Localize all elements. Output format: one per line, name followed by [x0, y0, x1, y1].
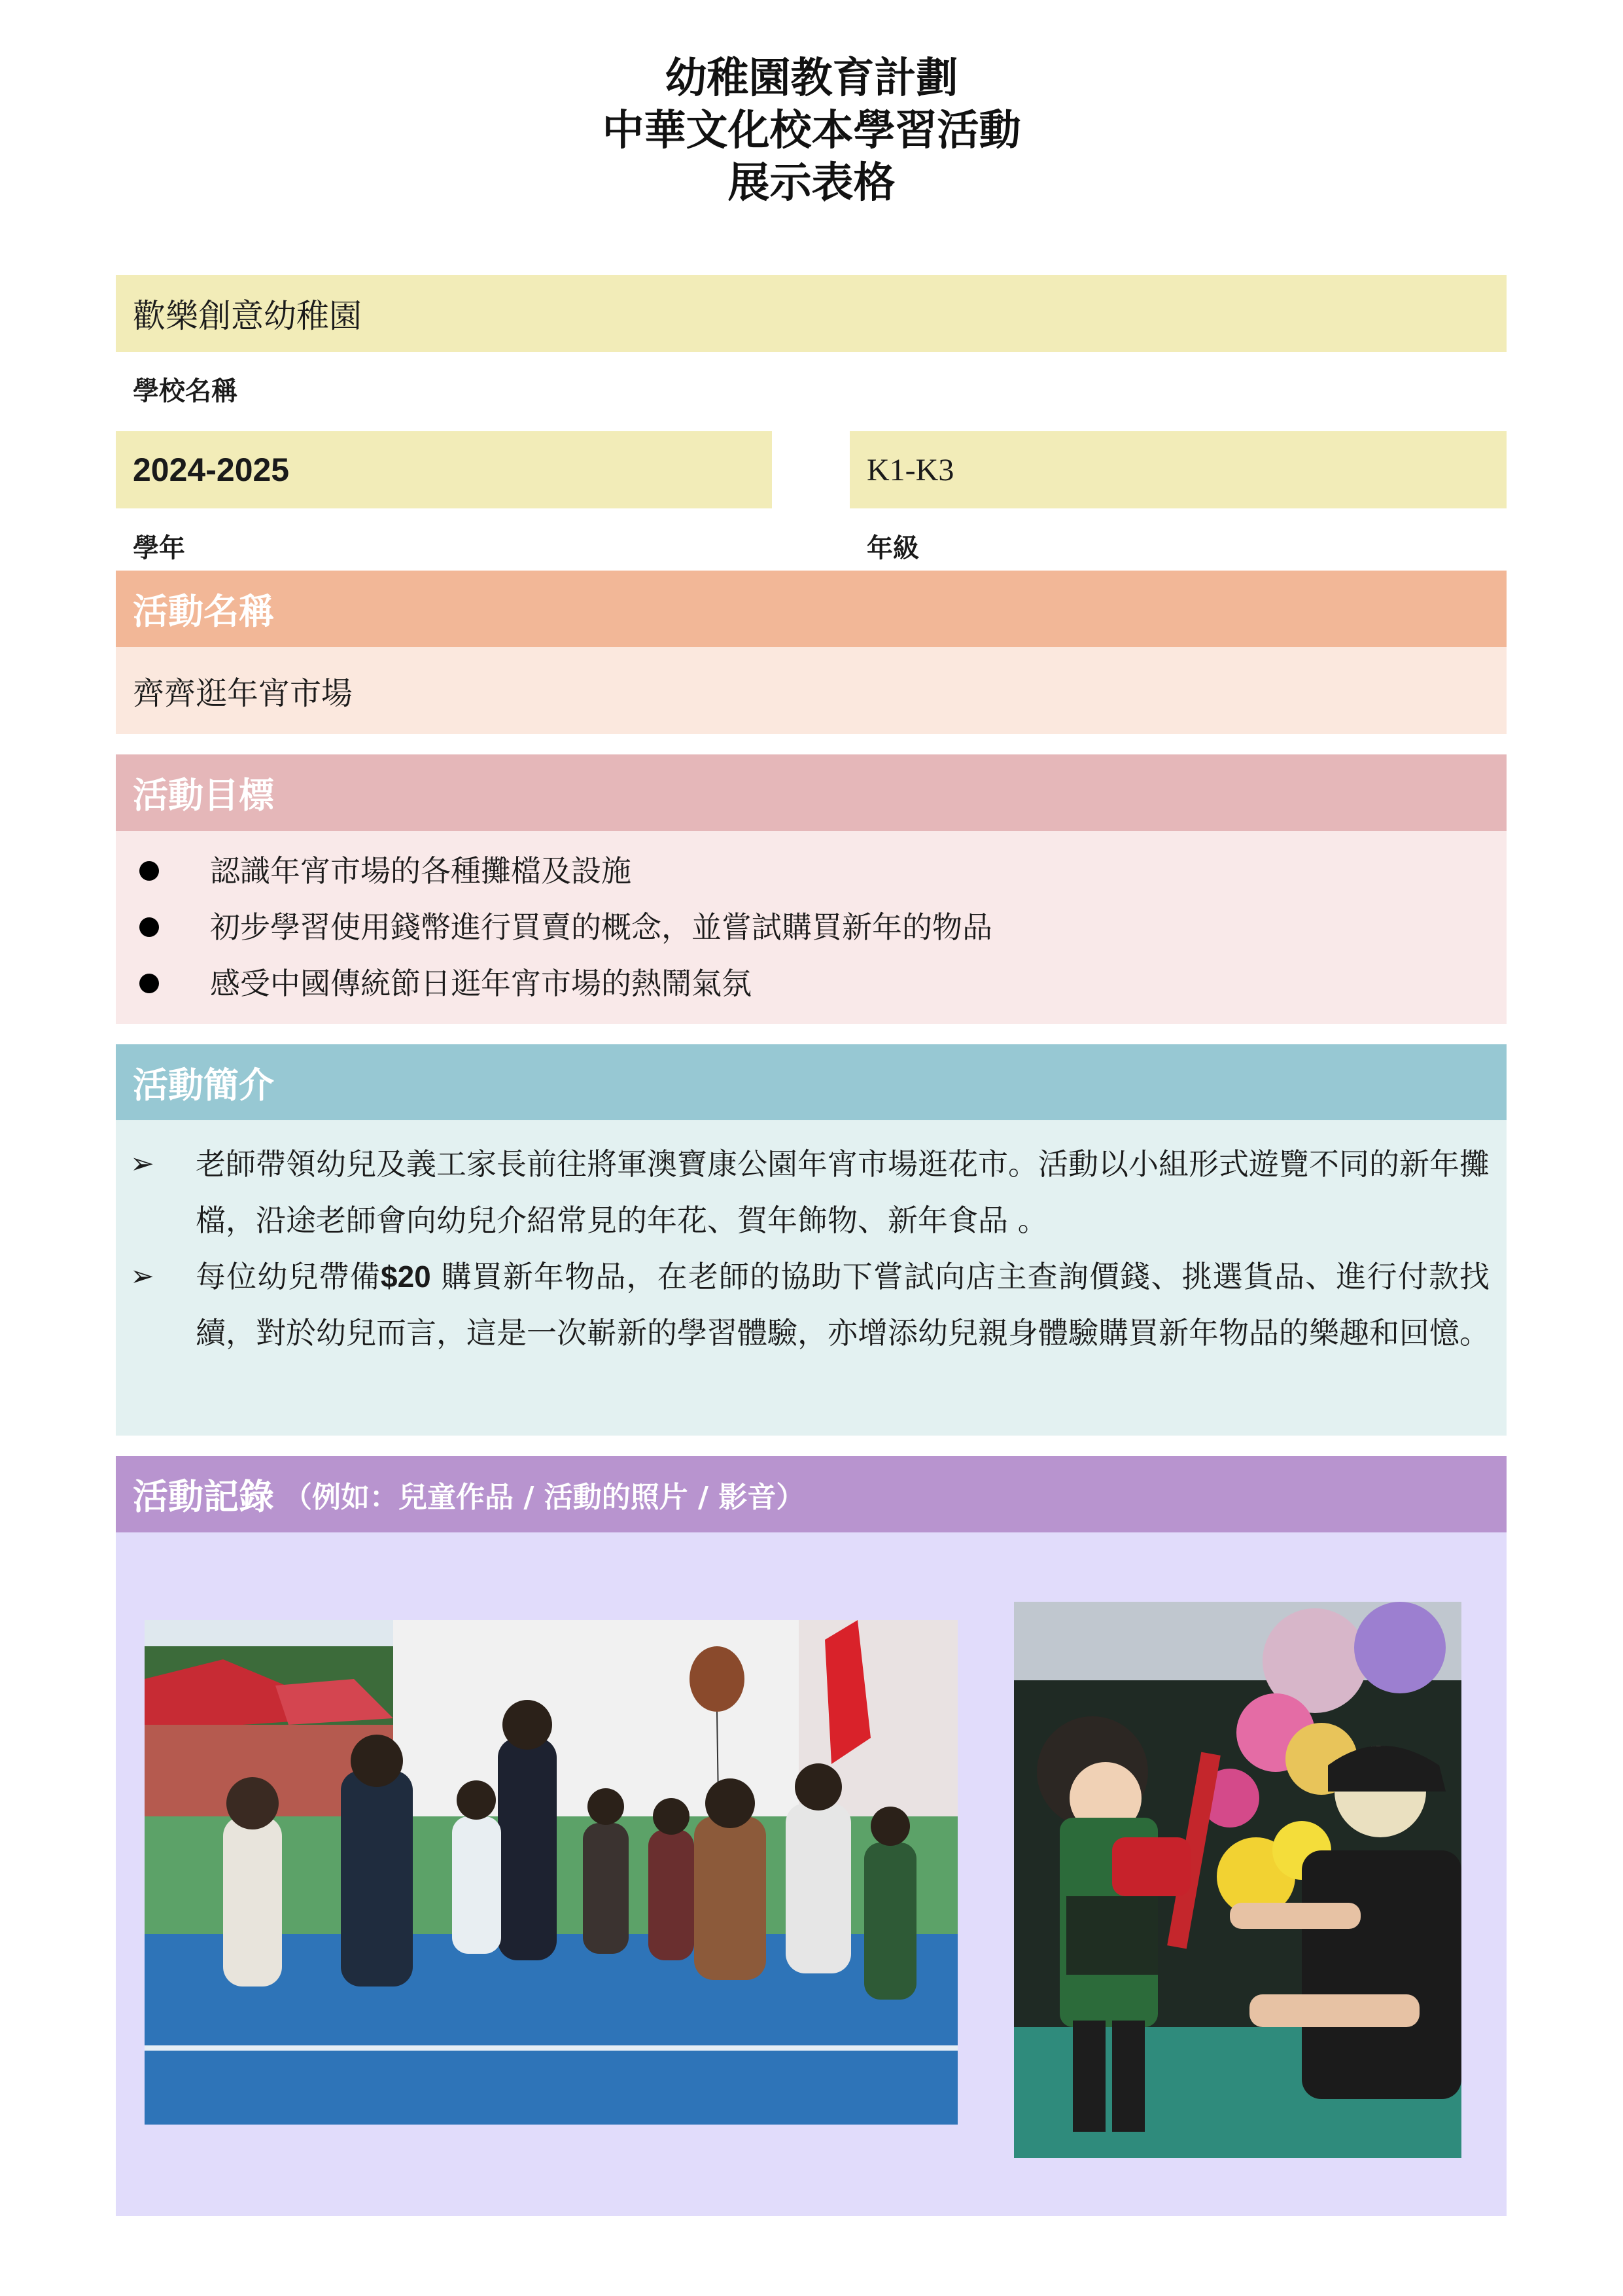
activity-name-body — [116, 647, 1507, 734]
grade-field — [850, 431, 1507, 508]
objectives-header — [116, 754, 1507, 831]
school-name-caption: 學校名稱 — [133, 376, 237, 406]
activity-name-value: 齊齊逛年宵市場 — [133, 675, 353, 712]
group-photo-image — [145, 1620, 958, 2125]
bullet-dot-icon — [139, 861, 159, 881]
objective-text: 感受中國傳統節日逛年宵市場的熱鬧氣氛 — [210, 966, 752, 1001]
school-year-field — [116, 431, 772, 508]
school-year-value: 2024-2025 — [133, 451, 290, 488]
objective-item — [133, 955, 1490, 1012]
activity-name-header — [116, 571, 1507, 647]
objectives-body — [116, 831, 1507, 1024]
intro-header-label: 活動簡介 — [133, 1064, 274, 1106]
record-header-subtitle: （例如：兒童作品 / 活動的照片 / 影音） — [283, 1480, 805, 1514]
record-header-label: 活動記錄 — [133, 1476, 274, 1517]
title-line-1: 幼稚園教育計劃 — [665, 54, 958, 103]
school-name-field — [116, 275, 1507, 352]
objective-item — [133, 899, 1490, 955]
school-name-value: 歡樂創意幼稚園 — [133, 297, 362, 335]
intro-amount: $20 — [381, 1260, 431, 1294]
bullet-dot-icon — [139, 917, 159, 937]
intro-header — [116, 1044, 1507, 1120]
intro-body — [116, 1120, 1507, 1436]
intro-text — [196, 1248, 1490, 1361]
flower-stall-photo-image — [1014, 1602, 1461, 2158]
intro-text-prefix: 每位幼兒帶備 — [196, 1259, 381, 1294]
document-title — [0, 52, 1623, 209]
title-line-2: 中華文化校本學習活動 — [602, 107, 1021, 155]
intro-text: 老師帶領幼兒及義工家長前往將軍澳寶康公園年宵市場逛花市。活動以小組形式遊覽不同的新年攤檔，沿途老師會向幼兒介紹常見的年花、賀年飾物、新年食品 。 — [196, 1146, 1490, 1238]
record-header — [116, 1456, 1507, 1532]
objective-text: 初步學習使用錢幣進行買賣的概念，並嘗試購買新年的物品 — [210, 910, 992, 945]
grade-value: K1-K3 — [867, 452, 954, 487]
intro-item — [128, 1136, 1490, 1248]
title-line-3: 展示表格 — [727, 159, 896, 207]
arrow-bullet-icon: ➢ — [130, 1260, 154, 1293]
grade-caption: 年級 — [867, 533, 919, 563]
arrow-bullet-icon: ➢ — [130, 1147, 154, 1180]
objective-item — [133, 843, 1490, 899]
bullet-dot-icon — [139, 974, 159, 993]
objective-text: 認識年宵市場的各種攤檔及設施 — [210, 853, 631, 889]
objectives-header-label: 活動目標 — [133, 775, 274, 816]
activity-name-header-label: 活動名稱 — [133, 591, 274, 632]
intro-text-suffix: 購買新年物品，在老師的協助下嘗試向店主查詢價錢、挑選貨品、進行付款找續，對於幼兒而言，這是一次嶄新的學習體驗，亦增添幼兒親身體驗購買新年物品的樂趣和回憶。 — [196, 1259, 1490, 1351]
intro-item — [128, 1248, 1490, 1361]
school-year-caption: 學年 — [133, 533, 185, 563]
